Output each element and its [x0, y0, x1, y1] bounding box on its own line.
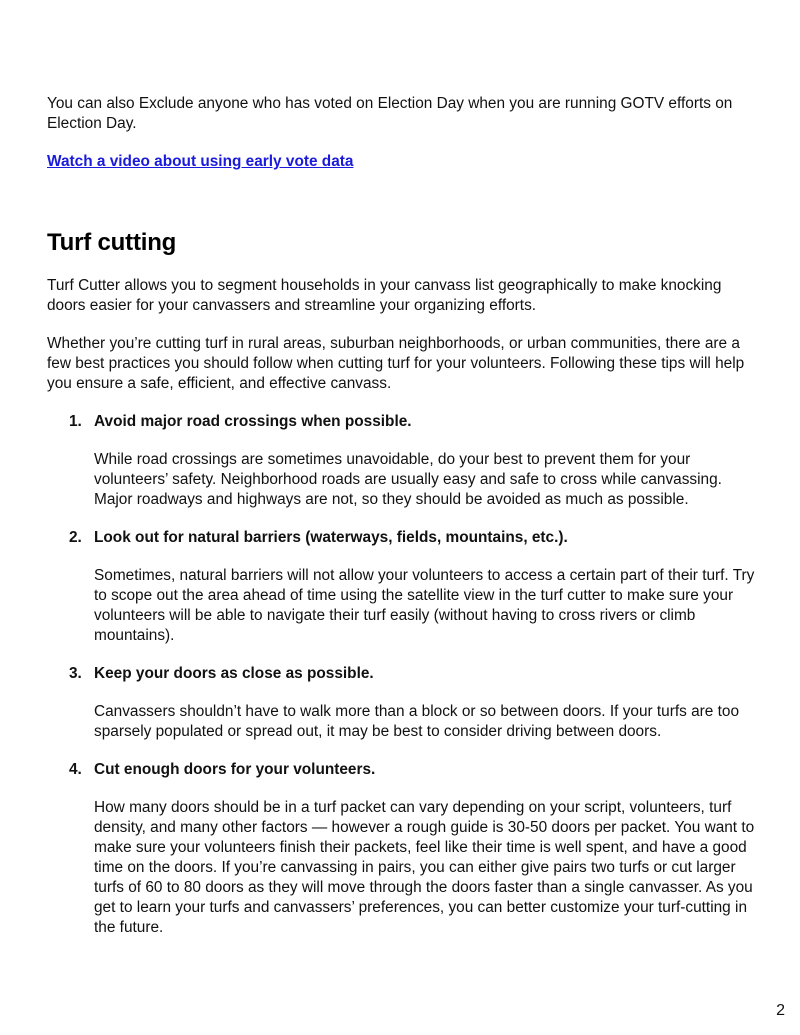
tip-title: Avoid major road crossings when possible. [94, 413, 412, 430]
tips-list [47, 412, 759, 938]
tip-body: How many doors should be in a turf packet can vary depending on your script, volunteers, turf density, and many other factors — however a rough guide is 30-50 doors per packet. You want to make sure your volunteers finish their packets, feel like their time is well spent, and have a good time on the doors. If you’re canvassing in pairs, you can either give pairs two turfs or cut larger turfs of 60 to 80 doors as they will move through the doors faster than a single canvasser. As you get to learn your turfs and canvassers’ preferences, you can better customize your turf-cutting in the future. [94, 799, 755, 936]
tip-number: 1. [69, 413, 82, 430]
tip-title: Cut enough doors for your volunteers. [94, 761, 376, 778]
tip-number: 2. [69, 529, 82, 546]
turf-cutting-section [47, 276, 759, 956]
section-heading: Turf cutting [47, 229, 177, 256]
early-vote-video-link[interactable]: Watch a video about using early vote data [47, 153, 354, 170]
tip-body: Sometimes, natural barriers will not allow your volunteers to access a certain part of their turf. Try to scope out the area ahead of time using the satellite view in the turf cutter to make sure your volunteers will be able to navigate their turf easily (without having to cross rivers or climb mountains). [94, 567, 755, 644]
list-item [47, 760, 759, 938]
tip-body: Canvassers shouldn’t have to walk more than a block or so between doors. If your turfs are too sparsely populated or spread out, it may be best to consider driving between doors. [94, 703, 740, 740]
tip-title: Look out for natural barriers (waterways, fields, mountains, etc.). [94, 529, 568, 546]
section-paragraph-2: Whether you’re cutting turf in rural areas, suburban neighborhoods, or urban communities, there are a few best practices you should follow when cutting turf for your volunteers. Following these tips will help you ensure a safe, efficient, and effective canvass. [47, 335, 745, 392]
tip-body: While road crossings are sometimes unavoidable, do your best to prevent them for your volunteers’ safety. Neighborhood roads are usually easy and safe to cross while canvassing. Major roadways and highways are not, so they should be avoided as much as possible. [94, 451, 722, 508]
page-number: 2 [776, 1002, 785, 1019]
tip-title: Keep your doors as close as possible. [94, 665, 374, 682]
list-item [47, 664, 759, 742]
list-item [47, 412, 759, 510]
tip-number: 3. [69, 665, 82, 682]
list-item [47, 528, 759, 646]
intro-paragraph: You can also Exclude anyone who has voted on Election Day when you are running GOTV efforts on Election Day. [47, 95, 733, 132]
document-page [47, 94, 759, 936]
tip-number: 4. [69, 761, 82, 778]
section-paragraph-1: Turf Cutter allows you to segment households in your canvass list geographically to make knocking doors easier for your canvassers and streamline your organizing efforts. [47, 277, 722, 314]
